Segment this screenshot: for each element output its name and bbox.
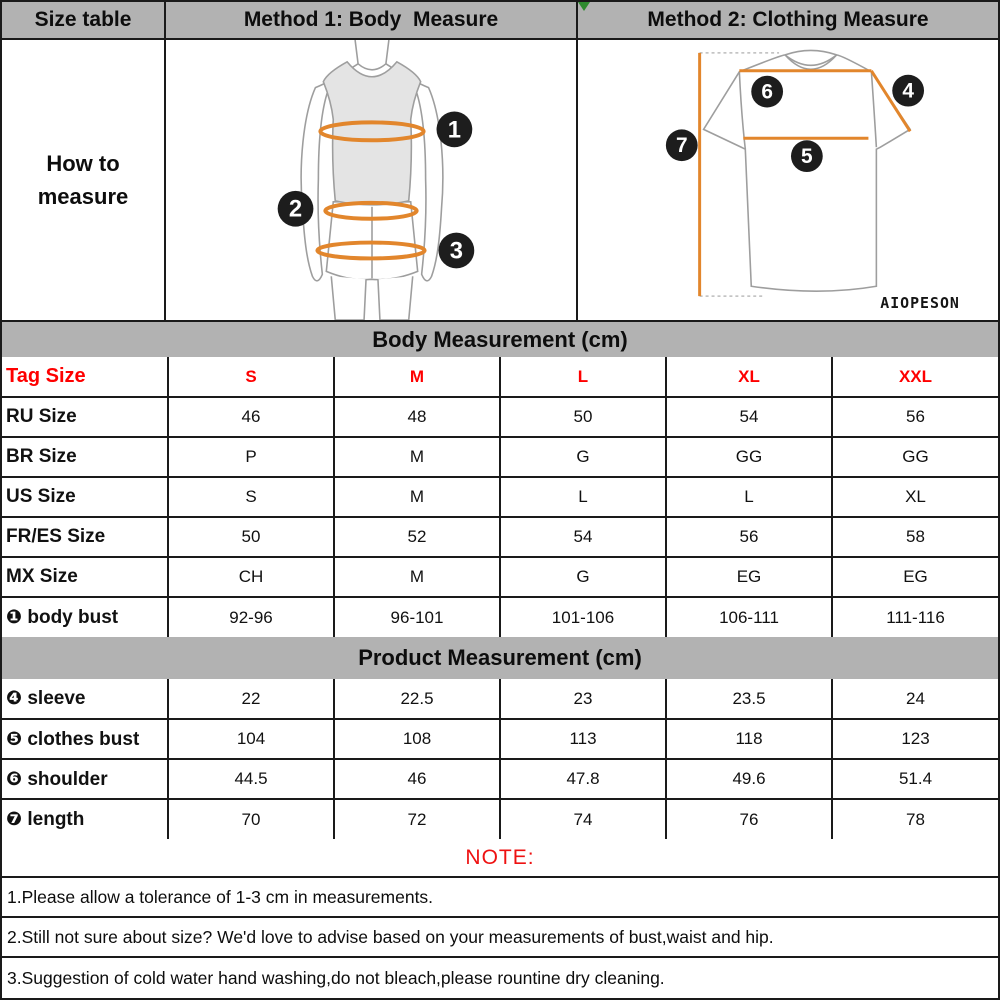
cell-value: 44.5 — [168, 759, 334, 799]
note-item: 3.Suggestion of cold water hand washing,do not bleach,please rountine dry cleaning. — [7, 967, 665, 988]
header-size-table: Size table — [2, 2, 166, 38]
cell-value: S — [168, 357, 334, 397]
row-label: ❻ shoulder — [2, 759, 168, 799]
table-row — [2, 517, 998, 557]
cell-value: 104 — [168, 719, 334, 759]
clothing-measure-diagram — [578, 40, 998, 320]
cell-value: 56 — [832, 397, 998, 437]
body-measurement-title: Body Measurement (cm) — [2, 322, 998, 357]
cell-value: 48 — [334, 397, 500, 437]
cell-value: 123 — [832, 719, 998, 759]
cell-value: 92-96 — [168, 597, 334, 637]
marker-5-label: 5 — [801, 145, 813, 169]
cell-value: GG — [666, 437, 832, 477]
cell-value: 50 — [500, 397, 666, 437]
row-label: US Size — [2, 477, 168, 517]
cell-value: S — [168, 477, 334, 517]
figure-right-leg — [378, 276, 413, 320]
cell-value: 108 — [334, 719, 500, 759]
marker-3-label: 3 — [449, 237, 464, 265]
marker-2-label: 2 — [288, 195, 303, 223]
illustration-row — [2, 40, 998, 322]
body-figure-illustration — [166, 40, 576, 320]
row-label: ❺ clothes bust — [2, 719, 168, 759]
cell-value: 46 — [334, 759, 500, 799]
row-label: ❶ body bust — [2, 597, 168, 637]
row-label: RU Size — [2, 397, 168, 437]
cell-value: 118 — [666, 719, 832, 759]
cell-value: 106-111 — [666, 597, 832, 637]
cell-value: 54 — [666, 397, 832, 437]
cell-value: 49.6 — [666, 759, 832, 799]
cell-value: 50 — [168, 517, 334, 557]
cell-value: 56 — [666, 517, 832, 557]
cell-value: 58 — [832, 517, 998, 557]
cell-value: CH — [168, 557, 334, 597]
how-to-line2: measure — [37, 184, 129, 209]
table-row — [2, 357, 998, 397]
cell-value: EG — [832, 557, 998, 597]
header-method-2: Method 2: Clothing Measure — [647, 8, 929, 31]
row-label: Tag Size — [2, 357, 168, 397]
table-row — [2, 397, 998, 437]
cell-value: 113 — [500, 719, 666, 759]
cell-value: M — [334, 437, 500, 477]
row-label: MX Size — [2, 557, 168, 597]
table-row — [2, 719, 998, 759]
cell-value: 74 — [500, 799, 666, 839]
cell-value: M — [334, 477, 500, 517]
cell-value: L — [666, 477, 832, 517]
body-measurement-table — [2, 357, 998, 637]
notes-list — [2, 878, 998, 998]
cell-value: EG — [666, 557, 832, 597]
brand-watermark: AIOPESON — [880, 294, 960, 313]
cell-value: 70 — [168, 799, 334, 839]
row-label: ❹ sleeve — [2, 679, 168, 719]
table-row — [2, 759, 998, 799]
cell-value: G — [500, 437, 666, 477]
header-row — [2, 2, 998, 40]
table-row — [2, 597, 998, 637]
marker-6-label: 6 — [761, 80, 773, 104]
cell-value: M — [334, 357, 500, 397]
cell-value: 47.8 — [500, 759, 666, 799]
product-measurement-table — [2, 679, 998, 839]
cell-value: 111-116 — [832, 597, 998, 637]
cell-value: L — [500, 357, 666, 397]
cell-value: P — [168, 437, 334, 477]
how-to-line1: How to — [46, 151, 120, 176]
table-row — [2, 477, 998, 517]
cell-value: XL — [666, 357, 832, 397]
green-corner-marker — [578, 2, 590, 11]
cell-value: 23.5 — [666, 679, 832, 719]
cell-value: 72 — [334, 799, 500, 839]
row-label: ❼ length — [2, 799, 168, 839]
marker-1-label: 1 — [447, 116, 462, 144]
product-measurement-title: Product Measurement (cm) — [2, 637, 998, 679]
table-row — [2, 799, 998, 839]
table-row — [2, 679, 998, 719]
cell-value: 24 — [832, 679, 998, 719]
cell-value: GG — [832, 437, 998, 477]
tshirt-illustration — [578, 40, 998, 320]
cell-value: 96-101 — [334, 597, 500, 637]
cell-value: 52 — [334, 517, 500, 557]
note-title: NOTE: — [2, 839, 998, 878]
cell-value: L — [500, 477, 666, 517]
figure-left-leg — [331, 276, 366, 320]
cell-value: 101-106 — [500, 597, 666, 637]
cell-value: 54 — [500, 517, 666, 557]
row-label: FR/ES Size — [2, 517, 168, 557]
header-method-1: Method 1: Body Measure — [166, 2, 578, 38]
cell-value: 22.5 — [334, 679, 500, 719]
cell-value: 46 — [168, 397, 334, 437]
row-label: BR Size — [2, 437, 168, 477]
note-item: 1.Please allow a tolerance of 1-3 cm in measurements. — [2, 878, 998, 918]
table-row — [2, 557, 998, 597]
figure-neck — [355, 40, 389, 70]
note-item: 2.Still not sure about size? We'd love to advise based on your measurements of bust,waist and hip. — [2, 918, 998, 958]
table-row — [2, 437, 998, 477]
cell-value: 23 — [500, 679, 666, 719]
body-measure-diagram — [166, 40, 578, 320]
figure-tank-top — [323, 62, 420, 205]
cell-value: M — [334, 557, 500, 597]
cell-value: XL — [832, 477, 998, 517]
cell-value: 51.4 — [832, 759, 998, 799]
how-to-measure-label — [2, 40, 166, 320]
cell-value: G — [500, 557, 666, 597]
cell-value: 76 — [666, 799, 832, 839]
cell-value: XXL — [832, 357, 998, 397]
cell-value: 78 — [832, 799, 998, 839]
cell-value: 22 — [168, 679, 334, 719]
marker-7-label: 7 — [675, 134, 688, 158]
marker-4-label: 4 — [902, 79, 914, 103]
